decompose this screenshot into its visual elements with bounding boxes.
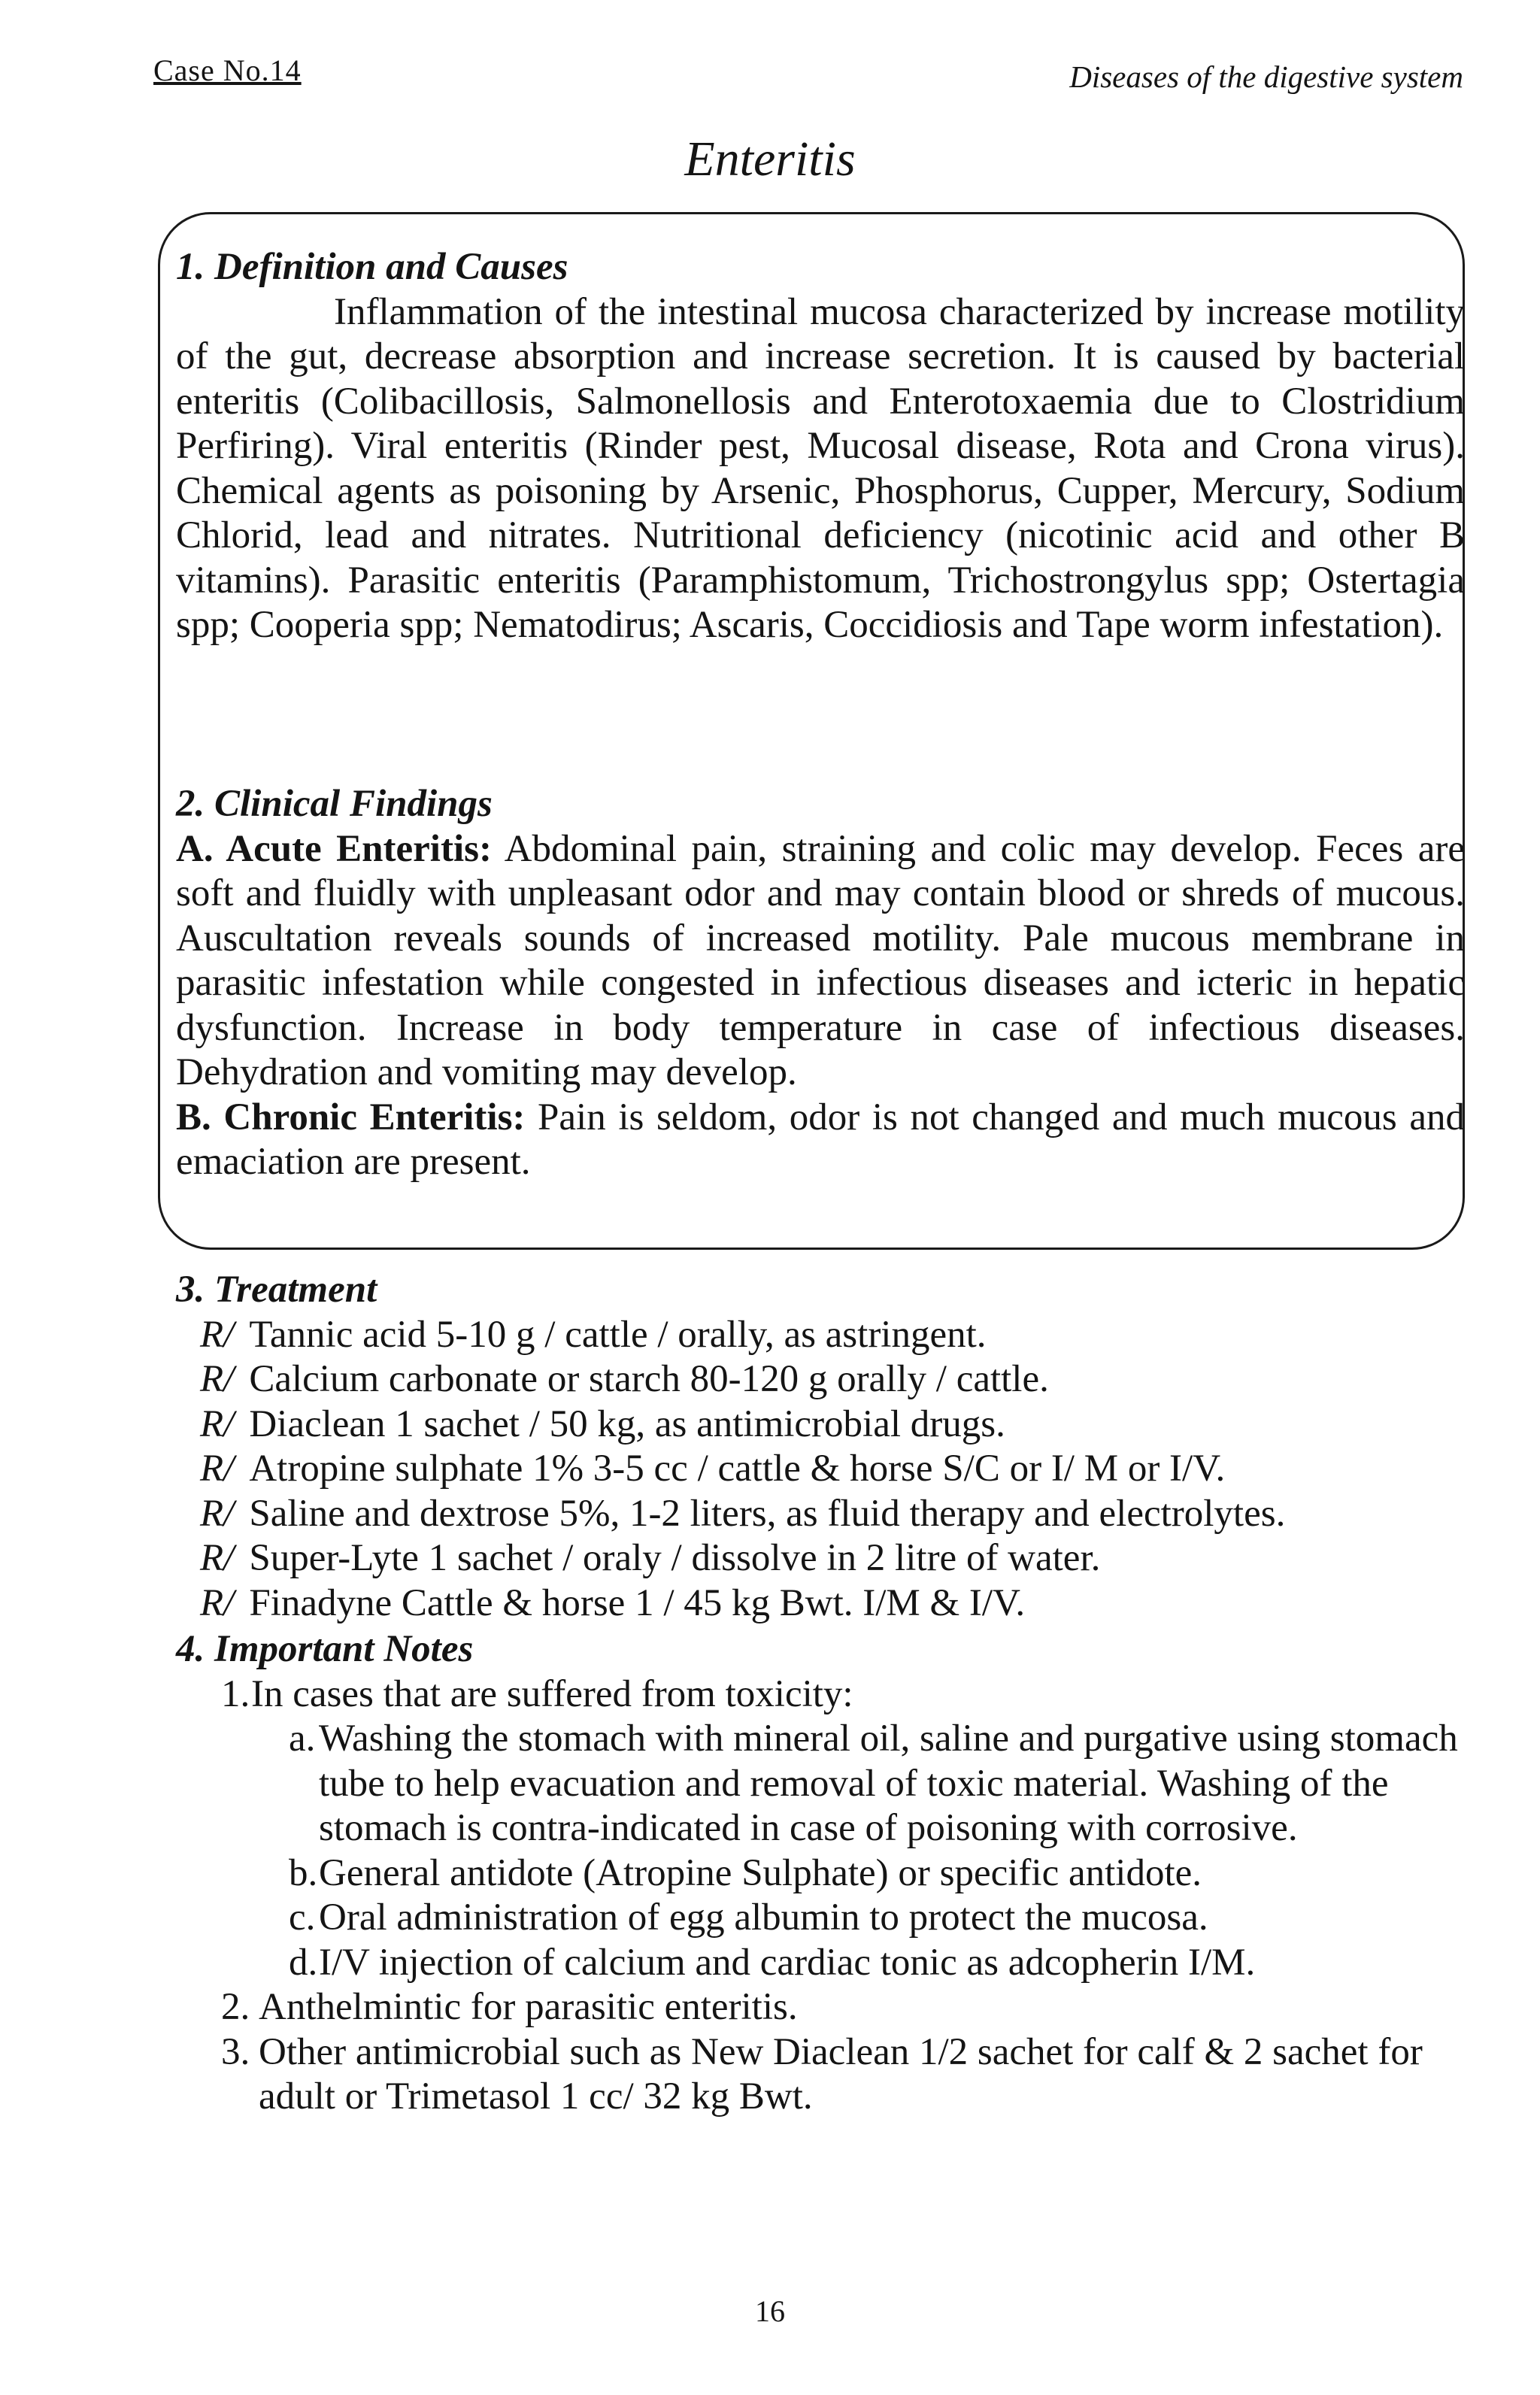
- subitem-text: General antidote (Atropine Sulphate) or specific antidote.: [319, 1851, 1202, 1894]
- subitem-text: Oral administration of egg albumin to protect the mucosa.: [319, 1896, 1208, 1939]
- note-text: In cases that are suffered from toxicity:: [251, 1672, 853, 1715]
- acute-label: A. Acute Enteritis:: [176, 827, 492, 870]
- treatment-item: [176, 1357, 1465, 1402]
- treatment-text: Diaclean 1 sachet / 50 kg, as antimicrobial drugs.: [249, 1402, 1005, 1445]
- note-item: [176, 2030, 1465, 2120]
- note-number: 2.: [221, 1986, 250, 2028]
- note-number: 3.: [221, 2030, 250, 2073]
- treatment-item: [176, 1447, 1465, 1492]
- note-text: Other antimicrobial such as New Diaclean 1/2 sachet for calf & 2 sachet for adult or Trimetasol 1 cc/ 32 kg Bwt.: [259, 2030, 1423, 2118]
- note-sublist: [176, 1717, 1465, 1985]
- acute-text: Abdominal pain, straining and colic may develop. Feces are soft and fluidly with unpleasant odor and may contain blood or shreds of mucous. Auscultation reveals sounds of increased motility. Pale mucous membrane in parasitic infestation while congested in infectious diseases and icteric in hepatic dysfunction. Increase in body temperature in case of infectious diseases. Dehydration and vomiting may develop.: [176, 827, 1465, 1093]
- rx-mark: R/: [200, 1402, 235, 1445]
- case-number: Case No.14: [153, 53, 302, 87]
- note-subitem: [289, 1717, 1465, 1851]
- rx-mark: R/: [200, 1358, 235, 1400]
- note-item: [176, 1985, 1465, 2030]
- definition-section: [176, 245, 1465, 648]
- treatment-text: Super-Lyte 1 sachet / oraly / dissolve in 2 litre of water.: [249, 1537, 1101, 1579]
- note-item: [176, 1672, 1465, 1717]
- treatment-item: [176, 1492, 1465, 1537]
- treatment-item: [176, 1402, 1465, 1448]
- note-number: 1.: [221, 1672, 250, 1715]
- chronic-label: B. Chronic Enteritis:: [176, 1096, 526, 1138]
- treatment-text: Calcium carbonate or starch 80-120 g orally / cattle.: [249, 1358, 1049, 1400]
- treatment-section: [176, 1268, 1465, 1626]
- treatment-item: [176, 1581, 1465, 1626]
- treatment-text: Atropine sulphate 1% 3-5 cc / cattle & horse S/C or I/ M or I/V.: [249, 1448, 1226, 1490]
- rx-mark: R/: [200, 1313, 235, 1356]
- treatment-text: Tannic acid 5-10 g / cattle / orally, as astringent.: [249, 1313, 987, 1356]
- rx-mark: R/: [200, 1448, 235, 1490]
- note-subitem: [289, 1941, 1465, 1986]
- subitem-mark: c.: [289, 1896, 316, 1939]
- subitem-text: I/V injection of calcium and cardiac tonic as adcopherin I/M.: [319, 1941, 1256, 1984]
- subitem-mark: a.: [289, 1717, 316, 1760]
- clinical-section: [176, 782, 1465, 1185]
- note-subitem: [289, 1851, 1465, 1896]
- definition-body: Inflammation of the intestinal mucosa characterized by increase motility of the gut, decrease absorption and increase secretion. It is caused by bacterial enteritis (Colibacillosis, Salmonellosis and Enterotoxaemia due to Clostridium Perfiring). Viral enteritis (Rinder pest, Mucosal disease, Rota and Crona virus). Chemical agents as poisoning by Arsenic, Phosphorus, Cupper, Mercury, Sodium Chlorid, lead and nitrates. Nutritional deficiency (nicotinic acid and other B vitamins). Parasitic enteritis (Paramphistomum, Trichostrongylus spp; Ostertagia spp; Cooperia spp; Nematodirus; Ascaris, Coccidiosis and Tape worm infestation).: [176, 290, 1465, 646]
- note-subitem: [289, 1896, 1465, 1941]
- treatment-heading: 3. Treatment: [176, 1269, 377, 1311]
- subitem-mark: d.: [289, 1941, 318, 1984]
- notes-section: [176, 1627, 1465, 2120]
- treatment-item: [176, 1536, 1465, 1581]
- note-text: Anthelmintic for parasitic enteritis.: [259, 1986, 798, 2028]
- treatment-text: Saline and dextrose 5%, 1-2 liters, as fluid therapy and electrolytes.: [249, 1492, 1286, 1535]
- page-title: Enteritis: [684, 132, 856, 186]
- rx-mark: R/: [200, 1537, 235, 1579]
- chronic-text: Pain is seldom, odor is not changed and much mucous and emaciation are present.: [176, 1096, 1465, 1183]
- treatment-text: Finadyne Cattle & horse 1 / 45 kg Bwt. I/M & I/V.: [249, 1581, 1026, 1624]
- notes-heading: 4. Important Notes: [176, 1628, 474, 1670]
- clinical-heading: 2. Clinical Findings: [176, 783, 493, 825]
- acute-paragraph: [176, 827, 1465, 1096]
- page-number: 16: [755, 2294, 785, 2328]
- subitem-mark: b.: [289, 1851, 318, 1894]
- chapter-title: Diseases of the digestive system: [1069, 59, 1463, 94]
- rx-mark: R/: [200, 1492, 235, 1535]
- treatment-item: [176, 1313, 1465, 1358]
- subitem-text: Washing the stomach with mineral oil, saline and purgative using stomach tube to help evacuation and removal of toxic material. Washing of the stomach is contra-indicated in case of poisoning with corrosive.: [319, 1717, 1458, 1849]
- treatment-list: [176, 1313, 1465, 1626]
- definition-heading: 1. Definition and Causes: [176, 246, 568, 288]
- chronic-paragraph: [176, 1096, 1465, 1185]
- rx-mark: R/: [200, 1581, 235, 1624]
